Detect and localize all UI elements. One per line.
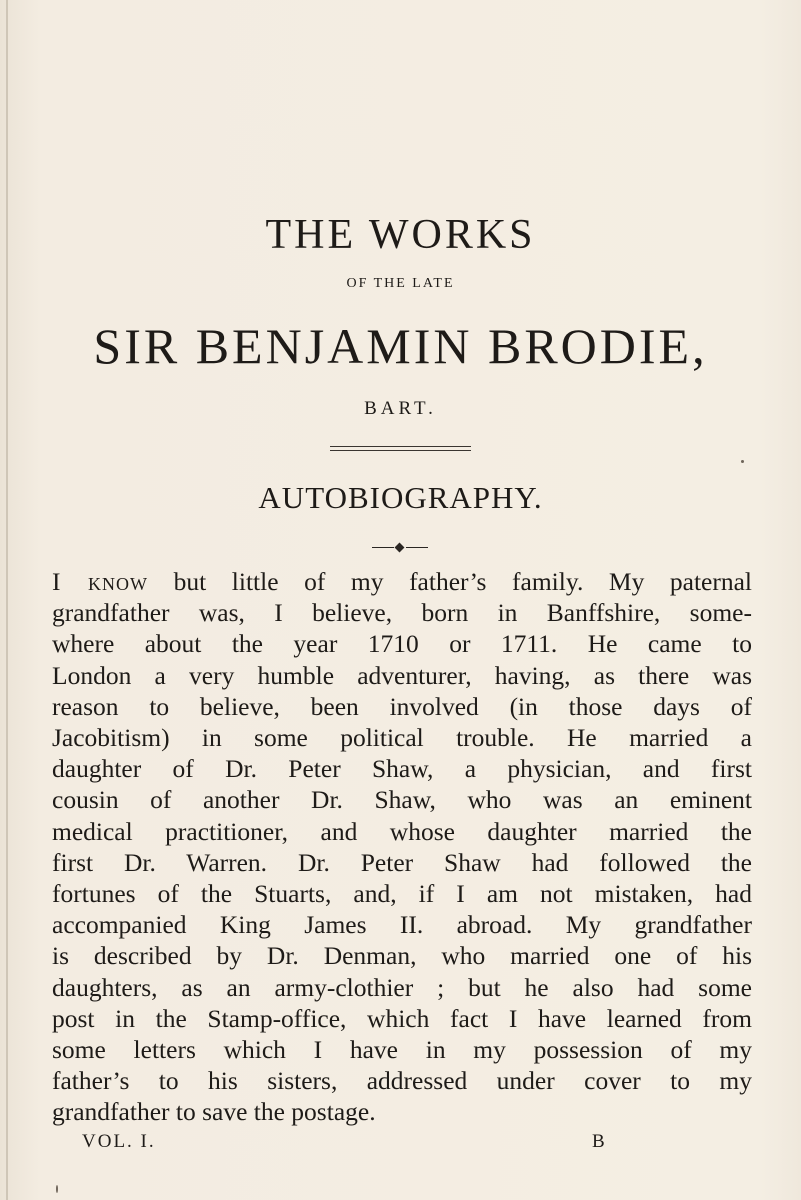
text-line: daughters, as an army-clothier ; but he also had some [52, 972, 752, 1002]
text-line: reason to believe, been involved (in those days of [52, 691, 752, 721]
text-line: is described by Dr. Denman, who married one of his [52, 941, 752, 971]
title-author-name: SIR BENJAMIN BRODIE, [93, 318, 708, 374]
text-line: fortunes of the Stuarts, and, if I am not mistaken, had [52, 879, 752, 909]
text-line: medical practitioner, and whose daughter married the [52, 816, 752, 846]
title-suffix-bart: BART. [364, 398, 437, 419]
signature-mark: B [592, 1131, 607, 1152]
page-footer [52, 1131, 692, 1161]
text-line: first Dr. Warren. Dr. Peter Shaw had followed the [52, 847, 752, 877]
text-line [52, 566, 752, 597]
text-line-rest: but little of my father’s family. My paternal [148, 567, 753, 596]
print-speck [56, 1185, 58, 1193]
text-line: London a very humble adventurer, having, as there was [52, 660, 752, 690]
page-gutter-edge [6, 0, 8, 1200]
text-line: daughter of Dr. Peter Shaw, a physician, and first [52, 754, 752, 784]
text-line: where about the year 1710 or 1711. He came to [52, 629, 752, 659]
volume-label: VOL. I. [82, 1131, 156, 1152]
text-line: some letters which I have in my possession of my [52, 1035, 752, 1065]
double-rule-divider [330, 446, 471, 451]
text-line: father’s to his sisters, addressed under cover to my [52, 1066, 752, 1096]
text-line: cousin of another Dr. Shaw, who was an eminent [52, 785, 752, 815]
ornament-diamond-icon [395, 543, 405, 553]
text-line: post in the Stamp-office, which fact I have learned from [52, 1003, 752, 1033]
ornament-bar-left [372, 547, 394, 548]
opening-small-caps: I know [52, 567, 149, 596]
section-heading: AUTOBIOGRAPHY. [258, 480, 543, 515]
title-of-the-late: OF THE LATE [346, 276, 455, 291]
text-line: Jacobitism) in some political trouble. He married a [52, 723, 752, 753]
text-line-last: grandfather to save the postage. [52, 1097, 376, 1127]
print-speck [741, 460, 744, 463]
body-paragraph [52, 566, 752, 1128]
text-line: accompanied King James II. abroad. My grandfather [52, 910, 752, 940]
ornament-divider-icon [372, 540, 428, 556]
text-line: grandfather was, I believe, born in Banffshire, some- [52, 598, 752, 628]
ornament-bar-right [406, 547, 428, 548]
title-the-works: THE WORKS [265, 212, 536, 258]
